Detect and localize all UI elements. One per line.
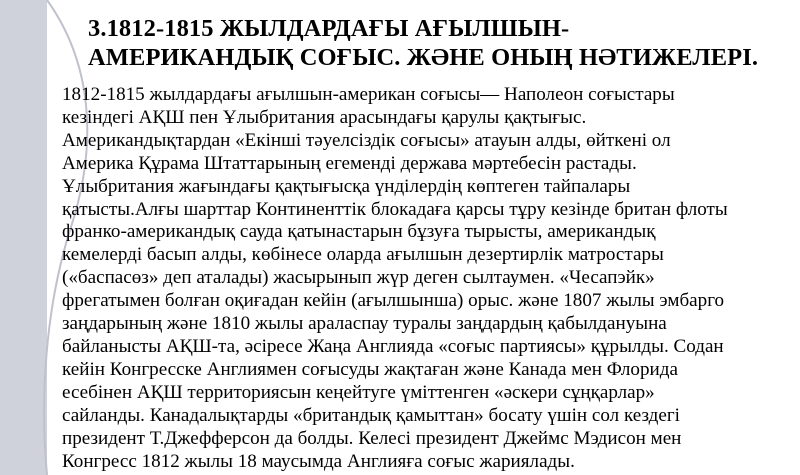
body-paragraph	[62, 84, 796, 473]
body-line: кейін Конгресске Англиямен соғысуды жақтаған жәнe Канада мен Флорида	[62, 358, 678, 380]
title-line-1: 3.1812-1815 ЖЫЛДАРДАҒЫ АҒЫЛШЫН-	[88, 15, 570, 42]
body-line: Америка Құрама Штаттарының егеменді держава мәртебесін растады.	[62, 152, 637, 174]
body-line: президент Т.Джефферсон да болды. Келесі президент Джеймс Мэдисон мен	[62, 427, 682, 449]
body-line: Конгресс 1812 жылы 18 маусымда Англияға соғыс жариялады.	[62, 450, 575, 472]
body-line: фрегатымен болған оқиғадан кейін (ағылшынша) орыс. және 1807 жылы эмбарго	[62, 290, 725, 312]
body-line: 1812-1815 жылдардағы ағылшын-американ соғысы— Наполеон соғыстары	[62, 84, 675, 105]
body-line: кемелерді басып алды, көбінесе оларда ағылшын дезертирлік матростары	[62, 244, 664, 266]
body-line: сайланды. Канадалықтарды «британдық қамыттан» босату үшін сол кездегі	[62, 404, 680, 426]
body-line: кезіндегі АҚШ пен Ұлыбритания арасындағы қарулы қақтығыс.	[62, 106, 587, 128]
body-line: байланысты АҚШ-та, әсіресе Жаңа Англияда «соғыс партиясы» құрылды. Содан	[62, 335, 724, 357]
body-line: заңдарының және 1810 жылы араласпау туралы заңдардың қабылдануына	[62, 313, 667, 335]
body-line: («баспасөз» деп аталады) жасырынып жүр деген сылтаумен. «Чесапэйк»	[62, 267, 655, 289]
body-line: Американдықтардан «Екінші тәуелсіздік соғысы» атауын алды, өйткені ол	[62, 129, 671, 151]
body-line: франко-американдық сауда қатынастарын бұзуға тырысты, американдық	[62, 221, 656, 243]
title-line-2: АМЕРИКАНДЫҚ СОҒЫС. ЖӘНЕ ОНЫҢ НӘТИЖЕЛЕРІ.	[88, 44, 759, 71]
page-title	[88, 14, 788, 72]
body-line: Ұлыбритания жағындағы қақтығысқа үнділердің көптеген тайпалары	[62, 175, 631, 197]
body-line: қатысты.Алғы шарттар Континенттік блокадаға қарсы тұру кезінде британ флоты	[62, 198, 728, 220]
body-line: есебінен АҚШ территориясын кеңейтуге үміттенген «әскери сұңқарлар»	[62, 381, 655, 403]
